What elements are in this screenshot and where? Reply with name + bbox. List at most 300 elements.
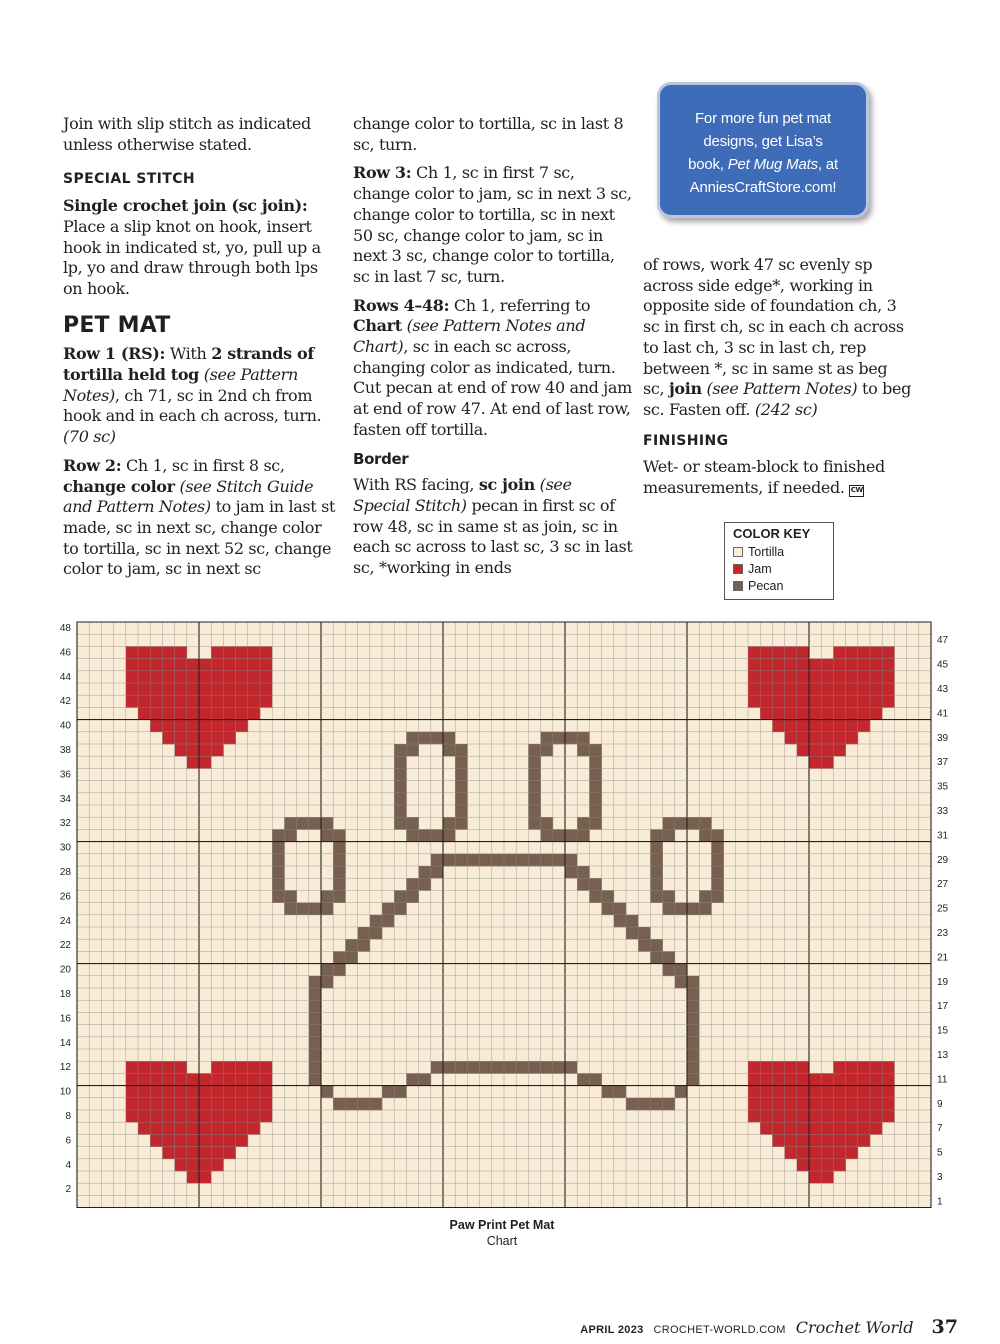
toe-2-cell [528, 744, 541, 757]
row-label-right: 21 [937, 952, 949, 964]
heart-bottom-right-cell [833, 1098, 846, 1111]
heart-bottom-right-cell [760, 1073, 773, 1086]
toe-2-cell [528, 781, 541, 794]
heart-bottom-left-cell [236, 1098, 249, 1111]
row-label-right: 31 [937, 830, 949, 842]
heart-top-left-cell [211, 720, 224, 733]
row3-paragraph: Row 3: Ch 1, sc in first 7 sc, change color to jam, sc in next 3 sc, change color to tortilla, sc in next 50 sc, change color to jam, sc in next 3 sc, change color to tortilla, sc in last 7 sc, turn. [353, 163, 632, 286]
heart-top-right-cell [760, 671, 773, 684]
tortilla-swatch [733, 547, 743, 557]
heart-bottom-left-cell [126, 1073, 139, 1086]
chart-title: Paw Print Pet Mat [449, 1218, 555, 1232]
pad-cell [565, 866, 578, 879]
heart-top-right-cell [858, 695, 871, 708]
pad-cell [492, 1061, 505, 1074]
pad-cell [504, 854, 517, 867]
row-label-left: 44 [59, 671, 71, 683]
heart-top-left-cell [162, 671, 175, 684]
pad-cell [589, 878, 602, 891]
heart-top-right-cell [797, 695, 810, 708]
pad-cell [309, 1000, 322, 1013]
heart-bottom-right-cell [882, 1073, 895, 1086]
heart-bottom-left-cell [126, 1098, 139, 1111]
row-label-left: 42 [59, 696, 71, 708]
heart-top-right-cell [846, 671, 859, 684]
heart-top-right-cell [870, 646, 883, 659]
heart-top-right-cell [760, 707, 773, 720]
heart-bottom-left-cell [199, 1073, 212, 1086]
pad-cell [687, 1049, 700, 1062]
pad-cell [370, 915, 383, 928]
heart-top-left-cell [187, 756, 200, 769]
promo-line-2: designs, get Lisa’s [703, 133, 823, 150]
heart-bottom-left-cell [175, 1147, 188, 1160]
promo-link[interactable]: AnniesCraftStore.com! [689, 179, 837, 196]
heart-bottom-right-cell [785, 1134, 798, 1147]
pad-cell [577, 866, 590, 879]
pad-cell [663, 964, 676, 977]
row-label-right: 33 [937, 806, 949, 817]
heart-bottom-right-cell [797, 1086, 810, 1099]
heart-top-right-cell [772, 695, 785, 708]
heart-top-right-cell [833, 744, 846, 757]
pad-cell [394, 903, 407, 916]
heart-bottom-right-cell [833, 1147, 846, 1160]
heart-top-right-cell [833, 659, 846, 672]
heart-top-right-cell [833, 732, 846, 745]
heart-bottom-right-cell [821, 1171, 834, 1184]
heart-bottom-right-cell [833, 1086, 846, 1099]
heart-top-left-cell [162, 683, 175, 696]
heart-top-right-cell [809, 659, 822, 672]
row-label-right: 25 [937, 903, 949, 915]
heart-bottom-right-cell [797, 1122, 810, 1135]
heart-top-right-cell [797, 659, 810, 672]
heart-top-right-cell [821, 744, 834, 757]
heart-top-right-cell [833, 683, 846, 696]
row-label-right: 43 [937, 684, 949, 695]
pad-cell [650, 951, 663, 964]
row-label-right: 45 [937, 659, 949, 671]
toe-3-cell [272, 890, 285, 903]
toe-2-cell [528, 756, 541, 769]
toe-3-cell [333, 866, 346, 879]
toe-1-cell [455, 805, 468, 818]
pad-cell [541, 854, 554, 867]
pad-cell [675, 976, 688, 989]
heart-top-left-cell [187, 671, 200, 684]
heart-bottom-right-cell [785, 1122, 798, 1135]
pad-cell [650, 939, 663, 952]
heart-bottom-left-cell [199, 1134, 212, 1147]
toe-4-cell [711, 842, 724, 855]
heart-bottom-left-cell [138, 1073, 151, 1086]
heart-bottom-left-cell [187, 1086, 200, 1099]
heart-bottom-left-cell [162, 1061, 175, 1074]
toe-3-cell [321, 903, 334, 916]
pad-cell [687, 976, 700, 989]
row-label-left: 2 [65, 1184, 71, 1196]
toe-3-cell [321, 890, 334, 903]
heart-bottom-left-cell [211, 1122, 224, 1135]
heart-bottom-right-cell [821, 1159, 834, 1172]
pad-cell [541, 1061, 554, 1074]
heart-top-left-cell [223, 671, 236, 684]
heart-bottom-right-cell [882, 1061, 895, 1074]
heart-bottom-right-cell [846, 1073, 859, 1086]
pad-cell [614, 915, 627, 928]
sc-join-paragraph [63, 196, 341, 300]
heart-bottom-left-cell [162, 1147, 175, 1160]
heart-top-left-cell [126, 646, 139, 659]
heart-top-right-cell [785, 646, 798, 659]
pad-cell [589, 890, 602, 903]
pad-cell [638, 1098, 651, 1111]
toe-1-cell [419, 829, 432, 842]
toe-1-cell [394, 793, 407, 806]
pad-cell [467, 854, 480, 867]
toe-2-cell [541, 829, 554, 842]
pad-cell [663, 1098, 676, 1111]
row-label-right: 37 [937, 757, 949, 769]
heart-bottom-left-cell [187, 1134, 200, 1147]
pad-cell [565, 854, 578, 867]
heart-bottom-left-cell [175, 1159, 188, 1172]
row-label-right: 47 [937, 635, 949, 647]
heart-top-left-cell [223, 720, 236, 733]
heart-top-right-cell [748, 683, 761, 696]
toe-4-cell [699, 817, 712, 830]
toe-2-cell [541, 817, 554, 830]
pad-cell [687, 1012, 700, 1025]
heart-bottom-right-cell [821, 1098, 834, 1111]
toe-4-cell [663, 817, 676, 830]
pad-cell [528, 854, 541, 867]
heart-top-left-cell [138, 683, 151, 696]
toe-2-cell [577, 744, 590, 757]
heart-bottom-left-cell [223, 1073, 236, 1086]
heart-top-right-cell [760, 683, 773, 696]
heart-top-left-cell [199, 720, 212, 733]
heart-bottom-left-cell [260, 1061, 273, 1074]
heart-bottom-left-cell [150, 1073, 163, 1086]
toe-4-cell [699, 829, 712, 842]
heart-bottom-right-cell [846, 1134, 859, 1147]
heart-top-right-cell [809, 732, 822, 745]
heart-bottom-left-cell [187, 1147, 200, 1160]
row-label-right: 19 [937, 976, 949, 988]
row-label-left: 46 [59, 647, 71, 659]
heart-bottom-left-cell [199, 1086, 212, 1099]
heart-top-left-cell [162, 732, 175, 745]
pad-cell [358, 1098, 371, 1111]
heart-top-left-cell [175, 744, 188, 757]
pad-cell [309, 976, 322, 989]
heart-bottom-right-cell [748, 1086, 761, 1099]
row-label-left: 30 [59, 842, 71, 854]
pad-cell [431, 1061, 444, 1074]
pad-cell [675, 964, 688, 977]
toe-1-cell [431, 732, 444, 745]
heart-top-right-cell [821, 707, 834, 720]
pad-cell [626, 915, 639, 928]
heart-top-right-cell [748, 671, 761, 684]
heart-bottom-left-cell [248, 1073, 260, 1086]
toe-3-cell [272, 854, 285, 867]
pad-cell [687, 1037, 700, 1050]
pad-cell [687, 1025, 700, 1038]
heart-bottom-right-cell [870, 1110, 883, 1123]
toe-3-cell [309, 903, 322, 916]
heart-top-left-cell [260, 683, 273, 696]
heart-bottom-left-cell [223, 1134, 236, 1147]
row-label-left: 18 [59, 989, 71, 1000]
toe-2-cell [589, 781, 602, 794]
sc-join-text: Place a slip knot on hook, insert hook in indicated st, yo, pull up a lp, yo and draw through both lps on hook. [63, 216, 321, 298]
heart-bottom-right-cell [821, 1134, 834, 1147]
toe-1-cell [443, 744, 456, 757]
heart-top-left-cell [236, 683, 249, 696]
heart-bottom-left-cell [248, 1086, 260, 1099]
toe-1-cell [406, 732, 419, 745]
toe-4-cell [650, 829, 663, 842]
heart-top-right-cell [772, 671, 785, 684]
heart-bottom-left-cell [162, 1086, 175, 1099]
footer-site[interactable]: CROCHET-WORLD.COM [653, 1324, 786, 1336]
heart-top-right-cell [858, 720, 871, 733]
heart-bottom-right-cell [846, 1122, 859, 1135]
heart-top-left-cell [260, 659, 273, 672]
text-column-1 [63, 114, 341, 588]
heart-bottom-right-cell [772, 1098, 785, 1111]
toe-4-cell [711, 866, 724, 879]
pad-cell [333, 1098, 346, 1111]
toe-2-cell [565, 732, 578, 745]
toe-3-cell [333, 878, 346, 891]
heart-top-left-cell [126, 659, 139, 672]
pad-cell [443, 1061, 456, 1074]
pad-cell [589, 1073, 602, 1086]
pecan-swatch [733, 581, 743, 591]
heart-top-left-cell [187, 707, 200, 720]
heart-top-left-cell [150, 659, 163, 672]
heart-top-right-cell [882, 695, 895, 708]
heart-bottom-left-cell [211, 1159, 224, 1172]
heart-bottom-right-cell [858, 1098, 871, 1111]
heart-top-right-cell [846, 683, 859, 696]
pad-cell [577, 1073, 590, 1086]
heart-bottom-left-cell [162, 1098, 175, 1111]
heart-bottom-right-cell [846, 1147, 859, 1160]
heart-bottom-left-cell [138, 1086, 151, 1099]
toe-4-cell [663, 829, 676, 842]
pad-cell [504, 1061, 517, 1074]
toe-2-cell [565, 829, 578, 842]
heart-top-left-cell [248, 707, 260, 720]
heart-top-left-cell [187, 695, 200, 708]
row2-paragraph: Row 2: Ch 1, sc in first 8 sc, change color (see Stitch Guide and Pattern Notes) to jam in last st made, sc in next sc, change color to tortilla, sc in next 52 sc, change color to jam, sc in next sc [63, 455, 336, 579]
color-key-item-jam: Jam [725, 560, 833, 577]
heart-top-right-cell [833, 646, 846, 659]
heart-top-right-cell [748, 659, 761, 672]
heart-bottom-left-cell [211, 1098, 224, 1111]
toe-1-cell [443, 829, 456, 842]
pad-cell [687, 1000, 700, 1013]
pad-cell [443, 854, 456, 867]
heart-top-right-cell [760, 646, 773, 659]
heart-bottom-left-cell [236, 1086, 249, 1099]
heart-top-left-cell [138, 646, 151, 659]
pad-cell [370, 927, 383, 940]
pad-cell [663, 951, 676, 964]
heart-bottom-left-cell [150, 1098, 163, 1111]
heart-bottom-right-cell [760, 1086, 773, 1099]
heart-bottom-right-cell [785, 1086, 798, 1099]
toe-2-cell [589, 793, 602, 806]
heart-bottom-left-cell [236, 1122, 249, 1135]
heart-bottom-left-cell [162, 1110, 175, 1123]
heart-top-right-cell [797, 744, 810, 757]
pad-cell [480, 854, 493, 867]
toe-1-cell [443, 732, 456, 745]
heart-top-left-cell [223, 646, 236, 659]
heart-bottom-left-cell [199, 1098, 212, 1111]
heart-bottom-right-cell [772, 1110, 785, 1123]
pad-cell [333, 964, 346, 977]
heart-top-right-cell [833, 720, 846, 733]
toe-1-cell [455, 744, 468, 757]
row2-continued: change color to tortilla, sc in last 8 sc, turn. [353, 114, 624, 154]
heart-top-left-cell [150, 720, 163, 733]
heart-bottom-left-cell [162, 1134, 175, 1147]
heart-top-left-cell [211, 671, 224, 684]
row-label-left: 22 [59, 940, 71, 952]
heart-top-left-cell [236, 707, 249, 720]
toe-4-cell [711, 890, 724, 903]
row-label-left: 38 [59, 745, 71, 756]
heart-bottom-left-cell [126, 1061, 139, 1074]
heart-top-right-cell [797, 683, 810, 696]
pad-cell [565, 1061, 578, 1074]
toe-3-cell [333, 890, 346, 903]
row-label-left: 34 [59, 793, 71, 805]
row-label-right: 15 [937, 1025, 949, 1037]
heart-top-left-cell [236, 720, 249, 733]
heart-top-left-cell [199, 683, 212, 696]
heart-top-left-cell [248, 646, 260, 659]
toe-4-cell [650, 854, 663, 867]
heart-bottom-left-cell [162, 1122, 175, 1135]
pad-cell [528, 1061, 541, 1074]
row-label-right: 17 [937, 1001, 949, 1013]
heart-top-right-cell [821, 732, 834, 745]
heart-top-right-cell [821, 756, 834, 769]
toe-4-cell [650, 842, 663, 855]
heart-bottom-right-cell [772, 1086, 785, 1099]
heart-top-left-cell [162, 695, 175, 708]
pad-cell [577, 878, 590, 891]
heart-bottom-right-cell [760, 1122, 773, 1135]
heart-bottom-right-cell [882, 1110, 895, 1123]
pad-cell [638, 927, 651, 940]
row-label-left: 6 [65, 1135, 71, 1147]
heart-top-left-cell [211, 744, 224, 757]
heart-top-left-cell [175, 707, 188, 720]
toe-3-cell [272, 866, 285, 879]
heart-top-right-cell [882, 659, 895, 672]
promo-line-1: For more fun pet mat [694, 110, 832, 127]
heart-top-right-cell [821, 720, 834, 733]
heart-bottom-right-cell [785, 1061, 798, 1074]
pad-cell [687, 988, 700, 1001]
toe-3-cell [321, 829, 334, 842]
pad-cell [419, 878, 432, 891]
toe-4-cell [650, 890, 663, 903]
heart-bottom-left-cell [260, 1086, 273, 1099]
heart-top-right-cell [870, 707, 883, 720]
heart-top-left-cell [187, 659, 200, 672]
pad-cell [431, 866, 444, 879]
toe-1-cell [394, 817, 407, 830]
heart-bottom-left-cell [187, 1110, 200, 1123]
pad-cell [614, 1086, 627, 1099]
pad-cell [382, 915, 395, 928]
row1-paragraph: Row 1 (RS): With 2 strands of tortilla held tog (see Pattern Notes), ch 71, sc in 2nd ch from hook and in each ch across, turn. (70 sc) [63, 344, 322, 447]
heart-bottom-right-cell [882, 1086, 895, 1099]
heart-top-right-cell [882, 671, 895, 684]
heart-top-right-cell [785, 732, 798, 745]
toe-4-cell [711, 854, 724, 867]
pad-cell [309, 1025, 322, 1038]
heart-top-left-cell [162, 659, 175, 672]
pad-cell [431, 854, 444, 867]
pad-cell [382, 1086, 395, 1099]
heart-bottom-right-cell [833, 1134, 846, 1147]
heart-top-right-cell [870, 695, 883, 708]
heart-top-right-cell [858, 707, 871, 720]
pad-cell [602, 890, 615, 903]
heart-bottom-right-cell [772, 1122, 785, 1135]
heart-bottom-right-cell [772, 1073, 785, 1086]
heart-bottom-right-cell [797, 1061, 810, 1074]
toe-2-cell [528, 793, 541, 806]
page-number: 37 [931, 1316, 958, 1338]
heart-top-left-cell [162, 707, 175, 720]
heart-bottom-right-cell [870, 1086, 883, 1099]
toe-2-cell [528, 805, 541, 818]
pad-cell [614, 903, 627, 916]
pad-cell [602, 1086, 615, 1099]
heart-top-left-cell [248, 683, 260, 696]
heart-top-right-cell [833, 695, 846, 708]
heart-top-right-cell [797, 732, 810, 745]
heart-bottom-right-cell [760, 1061, 773, 1074]
heart-bottom-left-cell [223, 1098, 236, 1111]
heart-top-left-cell [126, 695, 139, 708]
heart-top-right-cell [785, 695, 798, 708]
heart-top-right-cell [821, 695, 834, 708]
heart-top-left-cell [138, 695, 151, 708]
heart-bottom-left-cell [248, 1122, 260, 1135]
heart-top-left-cell [187, 744, 200, 757]
toe-3-cell [297, 903, 310, 916]
pad-cell [406, 890, 419, 903]
heart-top-left-cell [162, 646, 175, 659]
heart-bottom-left-cell [126, 1110, 139, 1123]
row-label-left: 32 [59, 818, 71, 830]
row-label-right: 41 [937, 708, 949, 720]
heart-top-left-cell [175, 720, 188, 733]
